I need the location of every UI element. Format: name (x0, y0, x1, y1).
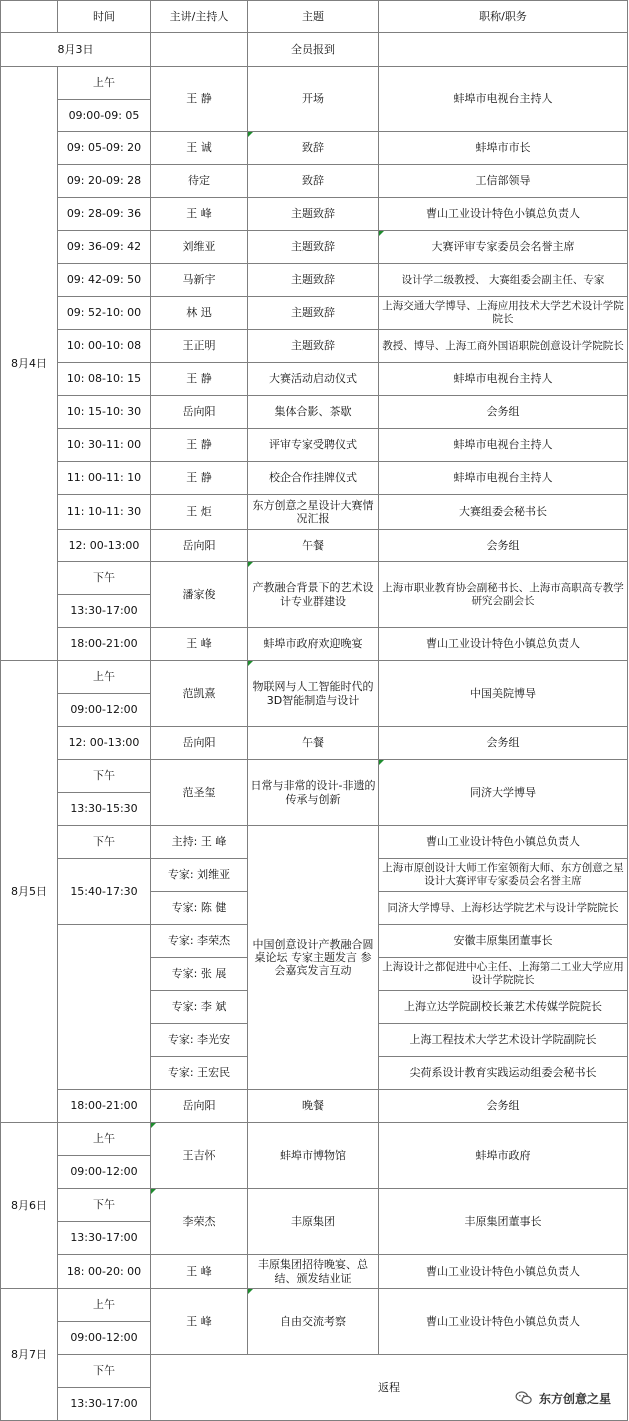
title-cell: 工信部领导 (379, 165, 628, 198)
topic-cell: 开场 (248, 67, 379, 132)
time-cell: 10: 08-10: 15 (58, 363, 151, 396)
topic-cell: 晚餐 (248, 1090, 379, 1123)
time-cell: 13:30-17:00 (58, 1222, 151, 1255)
header-time: 时间 (58, 1, 151, 33)
topic-cell: 物联网与人工智能时代的3D智能制造与设计 (248, 661, 379, 727)
host-cell: 王 峰 (151, 628, 248, 661)
topic-cell: 丰原集团招待晚宴、总结、颁发结业证 (248, 1255, 379, 1289)
topic-cell: 校企合作挂牌仪式 (248, 462, 379, 495)
host-cell: 潘家俊 (151, 562, 248, 628)
topic-cell: 中国创意设计产教融合圆桌论坛 专家主题发言 参会嘉宾发言互动 (248, 826, 379, 1090)
time-cell: 18:00-21:00 (58, 628, 151, 661)
time-cell: 10: 00-10: 08 (58, 330, 151, 363)
date-cell: 8月4日 (1, 67, 58, 661)
host-cell: 王正明 (151, 330, 248, 363)
host-cell: 林 迅 (151, 297, 248, 330)
table-row (1, 727, 628, 760)
title-cell: 蚌埠市电视台主持人 (379, 429, 628, 462)
time-cell: 09: 42-09: 50 (58, 264, 151, 297)
table-row (1, 132, 628, 165)
period-cell: 下午 (58, 826, 151, 859)
time-cell: 15:40-17:30 (58, 859, 151, 925)
host-cell: 专家: 李 斌 (151, 991, 248, 1024)
title-cell: 尖荷系设计教育实践运动组委会秘书长 (379, 1057, 628, 1090)
title-cell: 设计学二级教授、 大赛组委会副主任、专家 (379, 264, 628, 297)
topic-cell: 评审专家受聘仪式 (248, 429, 379, 462)
host-cell: 范凯熹 (151, 661, 248, 727)
title-cell: 中国美院博导 (379, 661, 628, 727)
host-cell: 专家: 李光安 (151, 1024, 248, 1057)
table-row (1, 495, 628, 530)
time-cell: 13:30-17:00 (58, 595, 151, 628)
table-row (1, 628, 628, 661)
time-cell: 10: 30-11: 00 (58, 429, 151, 462)
host-cell: 专家: 王宏民 (151, 1057, 248, 1090)
title-cell: 会务组 (379, 396, 628, 429)
title-cell: 曹山工业设计特色小镇总负责人 (379, 198, 628, 231)
time-cell: 09: 20-09: 28 (58, 165, 151, 198)
host-cell: 王 峰 (151, 1255, 248, 1289)
table-row (1, 363, 628, 396)
topic-cell: 午餐 (248, 727, 379, 760)
host-cell: 王 诚 (151, 132, 248, 165)
table-row (1, 1289, 628, 1322)
table-row (1, 330, 628, 363)
host-cell: 王 静 (151, 67, 248, 132)
host-cell: 马新宇 (151, 264, 248, 297)
period-cell: 下午 (58, 1189, 151, 1222)
table-row (1, 530, 628, 562)
title-cell: 蚌埠市电视台主持人 (379, 462, 628, 495)
time-cell: 13:30-15:30 (58, 793, 151, 826)
host-cell: 专家: 陈 健 (151, 892, 248, 925)
host-cell: 专家: 李荣杰 (151, 925, 248, 958)
time-cell: 12: 00-13:00 (58, 727, 151, 760)
table-row (1, 1090, 628, 1123)
title-cell: 大赛评审专家委员会名誉主席 (379, 231, 628, 264)
topic-cell: 蚌埠市政府欢迎晚宴 (248, 628, 379, 661)
time-cell: 12: 00-13:00 (58, 530, 151, 562)
date-cell: 8月5日 (1, 661, 58, 1123)
title-cell: 大赛组委会秘书长 (379, 495, 628, 530)
title-cell: 会务组 (379, 727, 628, 760)
host-cell: 岳向阳 (151, 1090, 248, 1123)
time-cell: 09: 28-09: 36 (58, 198, 151, 231)
table-header-row (1, 1, 628, 33)
table-row (1, 429, 628, 462)
table-row (1, 826, 628, 859)
topic-cell: 集体合影、茶歇 (248, 396, 379, 429)
title-cell: 教授、博导、上海工商外国语职院创意设计学院院长 (379, 330, 628, 363)
topic-cell: 主题致辞 (248, 330, 379, 363)
title-cell: 蚌埠市电视台主持人 (379, 363, 628, 396)
topic-cell: 主题致辞 (248, 264, 379, 297)
topic-cell: 全员报到 (248, 33, 379, 67)
date-cell: 8月6日 (1, 1123, 58, 1289)
time-cell: 09:00-12:00 (58, 694, 151, 727)
title-cell: 上海工程技术大学艺术设计学院副院长 (379, 1024, 628, 1057)
topic-cell: 主题致辞 (248, 231, 379, 264)
host-cell: 王吉怀 (151, 1123, 248, 1189)
title-cell: 曹山工业设计特色小镇总负责人 (379, 826, 628, 859)
title-cell: 丰原集团董事长 (379, 1189, 628, 1255)
date-cell: 8月7日 (1, 1289, 58, 1421)
period-cell: 上午 (58, 1123, 151, 1156)
table-row (1, 462, 628, 495)
topic-cell: 自由交流考察 (248, 1289, 379, 1355)
title-cell: 会务组 (379, 530, 628, 562)
topic-cell: 东方创意之星设计大赛情况汇报 (248, 495, 379, 530)
topic-cell: 午餐 (248, 530, 379, 562)
header-host: 主讲/主持人 (151, 1, 248, 33)
period-cell: 上午 (58, 661, 151, 694)
topic-cell: 丰原集团 (248, 1189, 379, 1255)
period-cell: 下午 (58, 760, 151, 793)
header-date (1, 1, 58, 33)
host-cell (151, 33, 248, 67)
table-row (1, 661, 628, 694)
time-cell: 09: 05-09: 20 (58, 132, 151, 165)
table-row (1, 231, 628, 264)
time-cell: 18: 00-20: 00 (58, 1255, 151, 1289)
topic-cell: 大赛活动启动仪式 (248, 363, 379, 396)
wechat-icon (515, 1389, 533, 1407)
topic-cell: 致辞 (248, 165, 379, 198)
time-cell: 11: 00-11: 10 (58, 462, 151, 495)
title-cell: 同济大学博导 (379, 760, 628, 826)
host-cell: 范圣玺 (151, 760, 248, 826)
topic-cell: 主题致辞 (248, 297, 379, 330)
table-row (1, 33, 628, 67)
title-cell: 同济大学博导、上海杉达学院艺术与设计学院院长 (379, 892, 628, 925)
topic-cell: 致辞 (248, 132, 379, 165)
time-cell: 10: 15-10: 30 (58, 396, 151, 429)
host-cell: 岳向阳 (151, 396, 248, 429)
host-cell: 主持: 王 峰 (151, 826, 248, 859)
title-cell: 安徽丰原集团董事长 (379, 925, 628, 958)
header-topic: 主题 (248, 1, 379, 33)
table-row (1, 760, 628, 793)
time-cell: 09:00-12:00 (58, 1156, 151, 1189)
topic-cell: 日常与非常的设计-非遗的传承与创新 (248, 760, 379, 826)
header-title: 职称/职务 (379, 1, 628, 33)
table-row (1, 264, 628, 297)
title-cell: 曹山工业设计特色小镇总负责人 (379, 1255, 628, 1289)
title-cell: 蚌埠市电视台主持人 (379, 67, 628, 132)
host-cell: 岳向阳 (151, 530, 248, 562)
host-cell: 待定 (151, 165, 248, 198)
title-cell: 上海市原创设计大师工作室领衔大师、东方创意之星设计大赛评审专家委员会名誉主席 (379, 859, 628, 892)
host-cell: 王 炬 (151, 495, 248, 530)
time-cell: 09:00-09: 05 (58, 100, 151, 132)
period-cell: 上午 (58, 1289, 151, 1322)
time-cell: 09: 52-10: 00 (58, 297, 151, 330)
title-cell: 上海设计之都促进中心主任、上海第二工业大学应用设计学院院长 (379, 958, 628, 991)
table-row (1, 297, 628, 330)
host-cell: 李荣杰 (151, 1189, 248, 1255)
topic-cell: 主题致辞 (248, 198, 379, 231)
host-cell: 王 静 (151, 429, 248, 462)
table-row (1, 1123, 628, 1156)
topic-cell: 返程 (151, 1355, 628, 1421)
host-cell: 王 峰 (151, 198, 248, 231)
title-cell: 蚌埠市政府 (379, 1123, 628, 1189)
title-cell: 曹山工业设计特色小镇总负责人 (379, 628, 628, 661)
time-cell: 18:00-21:00 (58, 1090, 151, 1123)
time-cell: 09: 36-09: 42 (58, 231, 151, 264)
table-row (1, 562, 628, 595)
period-cell: 下午 (58, 562, 151, 595)
host-cell: 岳向阳 (151, 727, 248, 760)
title-cell: 上海立达学院副校长兼艺术传媒学院院长 (379, 991, 628, 1024)
table-row (1, 165, 628, 198)
table-row (1, 1255, 628, 1289)
table-row (1, 1355, 628, 1388)
title-cell: 曹山工业设计特色小镇总负责人 (379, 1289, 628, 1355)
table-row (1, 67, 628, 100)
title-cell: 上海交通大学博导、上海应用技术大学艺术设计学院院长 (379, 297, 628, 330)
title-cell (379, 33, 628, 67)
table-row (1, 198, 628, 231)
table-row (1, 1189, 628, 1222)
watermark-text: 东方创意之星 (538, 1391, 611, 1406)
table-row (1, 396, 628, 429)
title-cell: 蚌埠市市长 (379, 132, 628, 165)
time-cell: 09:00-12:00 (58, 1322, 151, 1355)
period-cell: 上午 (58, 67, 151, 100)
time-cell: 11: 10-11: 30 (58, 495, 151, 530)
period-cell: 下午 (58, 1355, 151, 1388)
host-cell: 王 峰 (151, 1289, 248, 1355)
host-cell: 专家: 张 展 (151, 958, 248, 991)
topic-cell: 产教融合背景下的艺术设计专业群建设 (248, 562, 379, 628)
title-cell: 会务组 (379, 1090, 628, 1123)
host-cell: 王 静 (151, 363, 248, 396)
date-cell: 8月3日 (1, 33, 151, 67)
topic-cell: 蚌埠市博物馆 (248, 1123, 379, 1189)
host-cell: 王 静 (151, 462, 248, 495)
host-cell: 专家: 刘维亚 (151, 859, 248, 892)
watermark (511, 1388, 615, 1408)
title-cell: 上海市职业教育协会副秘书长、上海市高职高专教学研究会副会长 (379, 562, 628, 628)
host-cell: 刘维亚 (151, 231, 248, 264)
time-cell (58, 925, 151, 1090)
time-cell: 13:30-17:00 (58, 1388, 151, 1421)
